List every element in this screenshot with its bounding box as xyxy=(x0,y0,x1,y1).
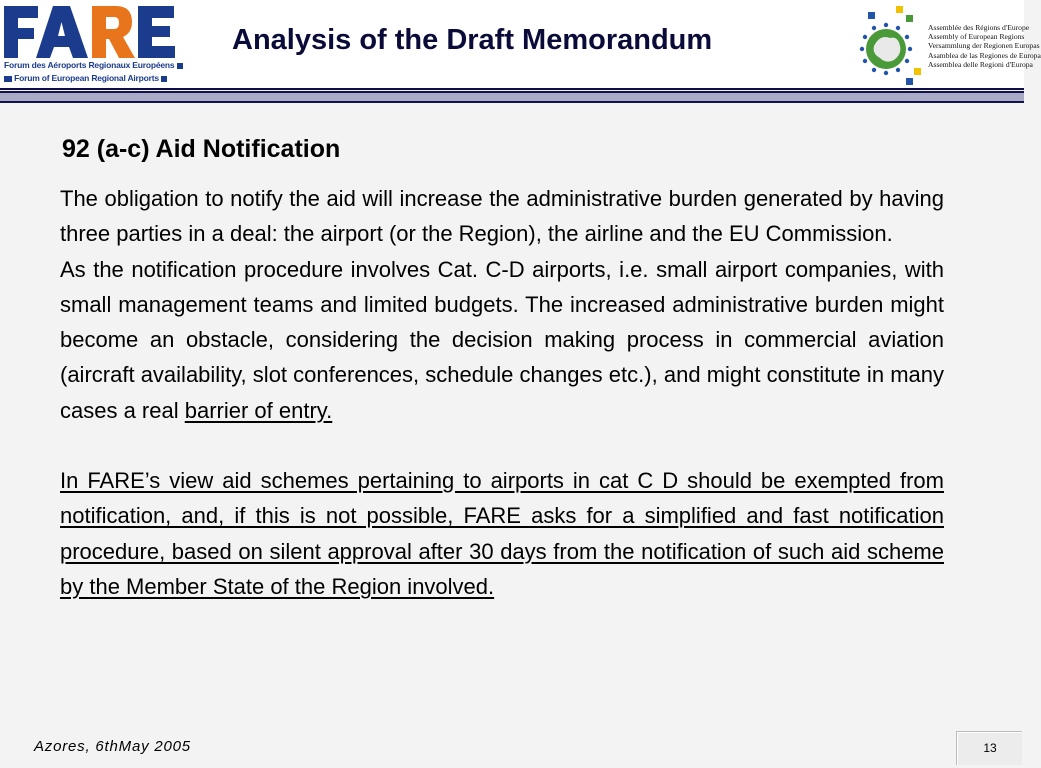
aer-name-line: Assembly of European Regions xyxy=(928,32,1025,42)
aer-name-line: Asamblea de las Regiones de Europa xyxy=(928,50,1041,60)
slide-header xyxy=(0,0,1041,88)
fare-wordmark-icon xyxy=(4,2,182,60)
fare-tagline-french: Forum des Aéroports Regionaux Européens xyxy=(4,60,183,70)
paragraph-spacer xyxy=(60,428,944,463)
aer-logo xyxy=(858,6,1041,88)
aer-name-line: Versammlung der Regionen Europas xyxy=(928,41,1040,51)
aer-name-line: Assemblea delle Regioni d'Europa xyxy=(928,59,1033,69)
paragraph-obligation: The obligation to notify the aid will increase the administrative burden generated by having three parties in a deal: the airport (or the Region), the airline and the EU Commission. xyxy=(60,186,944,247)
fare-tagline-english: Forum of European Regional Airports xyxy=(4,73,167,83)
section-heading: 92 (a-c) Aid Notification xyxy=(62,135,341,163)
fare-logo xyxy=(2,2,182,88)
page-title: Analysis of the Draft Memorandum xyxy=(232,24,713,56)
aer-names xyxy=(928,23,1041,69)
page-number-box xyxy=(956,731,1022,765)
header-band xyxy=(0,91,1024,103)
slide-body xyxy=(60,181,944,604)
paragraph-procedure-text: As the notification procedure involves Cat. C-D airports, i.e. small airport companies, with small management teams and limited budgets. The increased administrative burden might become an obstacle, considering the decision making process in commercial aviation (aircraft availability, slot conferences, schedule changes etc.), and might constitute in many cases a real xyxy=(60,256,944,423)
aer-name-line: Assemblée des Régions d'Europe xyxy=(928,23,1030,32)
header-divider xyxy=(0,88,1024,90)
footer-location-date: Azores, 6thMay 2005 xyxy=(34,738,191,755)
barrier-of-entry-text: barrier of entry. xyxy=(184,397,333,423)
europe-map-stars-icon xyxy=(858,20,914,78)
paragraph-procedure xyxy=(60,252,944,428)
page-number: 13 xyxy=(983,741,997,755)
paragraph-fare-view: In FARE’s view aid schemes pertaining to airports in cat C D should be exempted from notification, and, if this is not possible, FARE asks for a simplified and fast notification procedure, based on silent approval after 30 days from the notification of such aid scheme by the Member State of the Region involved. xyxy=(60,468,944,599)
